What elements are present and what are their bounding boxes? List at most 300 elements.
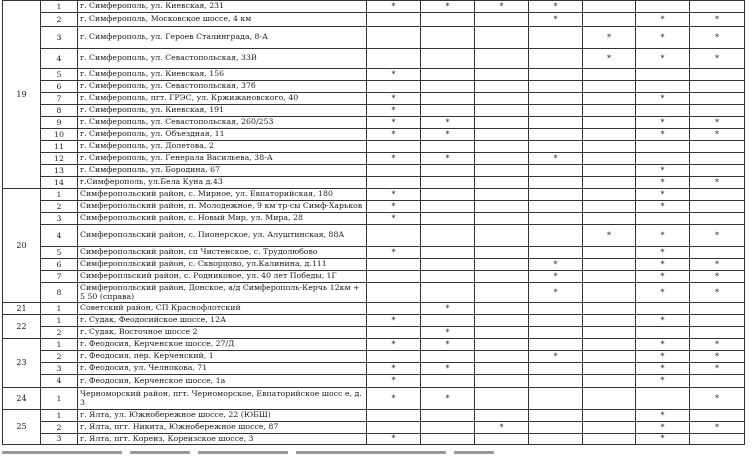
mark-cell	[367, 303, 421, 315]
row-number: 9	[41, 117, 78, 129]
mark-cell	[367, 351, 421, 363]
mark-cell	[583, 1, 636, 13]
mark-cell: *	[529, 271, 583, 283]
mark-cell: *	[636, 422, 690, 434]
mark-cell	[529, 303, 583, 315]
mark-cell	[690, 153, 745, 165]
mark-cell	[583, 434, 636, 445]
mark-cell	[690, 201, 745, 213]
mark-cell	[421, 410, 475, 422]
address-cell: Симферопольский район, сп Чистенское, с. Трудолюбово	[78, 247, 367, 259]
mark-cell: *	[636, 375, 690, 388]
mark-cell: *	[367, 105, 421, 117]
mark-cell: *	[367, 189, 421, 201]
mark-cell	[529, 189, 583, 201]
mark-cell: *	[421, 339, 475, 351]
mark-cell	[421, 93, 475, 105]
mark-cell	[529, 141, 583, 153]
mark-cell	[421, 105, 475, 117]
mark-cell: *	[529, 283, 583, 303]
mark-cell	[529, 422, 583, 434]
mark-cell	[690, 165, 745, 177]
group-number: 20	[3, 189, 41, 303]
mark-cell	[475, 247, 529, 259]
row-number: 7	[41, 271, 78, 283]
table-body	[3, 1, 745, 445]
address-cell: г. Судак, Восточное шоссе 2	[78, 327, 367, 339]
row-number: 1	[41, 339, 78, 351]
mark-cell	[583, 410, 636, 422]
mark-cell	[421, 141, 475, 153]
mark-cell	[690, 213, 745, 225]
mark-cell	[529, 201, 583, 213]
mark-cell: *	[690, 422, 745, 434]
mark-cell: *	[636, 351, 690, 363]
address-cell: г. Ялта, пгт. Никита, Южнобережное шоссе, 87	[78, 422, 367, 434]
table-row	[3, 141, 745, 153]
mark-cell: *	[636, 189, 690, 201]
mark-cell: *	[636, 27, 690, 49]
mark-cell	[475, 259, 529, 271]
address-cell: г.Симферополь, ул.Бела Куна д.43	[78, 177, 367, 189]
row-number: 2	[41, 13, 78, 27]
mark-cell	[529, 327, 583, 339]
mark-cell	[583, 201, 636, 213]
mark-cell: *	[690, 388, 745, 410]
mark-cell	[529, 410, 583, 422]
mark-cell	[529, 129, 583, 141]
mark-cell: *	[367, 375, 421, 388]
mark-cell: *	[367, 388, 421, 410]
mark-cell	[636, 213, 690, 225]
mark-cell	[421, 247, 475, 259]
mark-cell: *	[690, 363, 745, 375]
mark-cell	[421, 259, 475, 271]
mark-cell: *	[690, 129, 745, 141]
mark-cell	[583, 153, 636, 165]
mark-cell	[475, 81, 529, 93]
mark-cell	[583, 213, 636, 225]
mark-cell	[421, 189, 475, 201]
row-number: 1	[41, 303, 78, 315]
mark-cell	[529, 177, 583, 189]
mark-cell	[421, 434, 475, 445]
mark-cell	[529, 93, 583, 105]
mark-cell	[421, 27, 475, 49]
mark-cell	[475, 303, 529, 315]
mark-cell	[636, 303, 690, 315]
mark-cell	[583, 141, 636, 153]
address-cell: Черноморский район, пгт. Черноморское, Евпаторийское шосс е, д. 3	[78, 388, 367, 410]
address-cell: Симферопольский район, Донское, а/д Симферополь-Керчь 12км + 5 50 (справа)	[78, 283, 367, 303]
mark-cell	[583, 189, 636, 201]
address-cell: Симферопольский район, с. Скворцово, ул.Калинина, д.111	[78, 259, 367, 271]
group-number: 21	[3, 303, 41, 315]
table-row	[3, 49, 745, 69]
table-row	[3, 351, 745, 363]
row-number: 13	[41, 165, 78, 177]
mark-cell: *	[636, 434, 690, 445]
table-row	[3, 165, 745, 177]
mark-cell	[583, 177, 636, 189]
mark-cell	[690, 434, 745, 445]
row-number: 6	[41, 81, 78, 93]
mark-cell	[583, 339, 636, 351]
table-row	[3, 327, 745, 339]
mark-cell: *	[529, 13, 583, 27]
mark-cell: *	[367, 117, 421, 129]
address-cell: г. Симферополь, ул. Киевская, 156	[78, 69, 367, 81]
table-row	[3, 388, 745, 410]
mark-cell	[367, 271, 421, 283]
mark-cell	[529, 49, 583, 69]
mark-cell	[475, 69, 529, 81]
row-number: 1	[41, 388, 78, 410]
mark-cell	[475, 27, 529, 49]
mark-cell	[529, 105, 583, 117]
mark-cell: *	[421, 153, 475, 165]
mark-cell	[475, 410, 529, 422]
mark-cell	[421, 225, 475, 247]
mark-cell	[421, 201, 475, 213]
mark-cell	[475, 339, 529, 351]
mark-cell	[475, 363, 529, 375]
mark-cell	[583, 422, 636, 434]
mark-cell: *	[421, 363, 475, 375]
mark-cell: *	[690, 117, 745, 129]
mark-cell	[583, 259, 636, 271]
mark-cell: *	[636, 177, 690, 189]
mark-cell	[690, 69, 745, 81]
mark-cell: *	[636, 225, 690, 247]
mark-cell	[475, 225, 529, 247]
row-number: 14	[41, 177, 78, 189]
mark-cell	[529, 117, 583, 129]
mark-cell: *	[690, 13, 745, 27]
mark-cell: *	[367, 1, 421, 13]
mark-cell: *	[421, 129, 475, 141]
table-row	[3, 303, 745, 315]
table-row	[3, 201, 745, 213]
mark-cell	[529, 69, 583, 81]
mark-cell: *	[636, 259, 690, 271]
table-row	[3, 13, 745, 27]
mark-cell	[583, 283, 636, 303]
mark-cell	[529, 363, 583, 375]
mark-cell	[636, 153, 690, 165]
mark-cell	[475, 93, 529, 105]
mark-cell	[421, 165, 475, 177]
mark-cell	[475, 105, 529, 117]
table-row	[3, 271, 745, 283]
mark-cell	[636, 81, 690, 93]
address-cell: г. Симферополь, ул. Героев Сталинграда, 8-А	[78, 27, 367, 49]
mark-cell	[583, 129, 636, 141]
mark-cell	[475, 153, 529, 165]
row-number: 4	[41, 225, 78, 247]
row-number: 10	[41, 129, 78, 141]
mark-cell: *	[690, 283, 745, 303]
row-number: 7	[41, 93, 78, 105]
mark-cell	[475, 351, 529, 363]
mark-cell	[475, 49, 529, 69]
mark-cell	[421, 351, 475, 363]
mark-cell: *	[690, 271, 745, 283]
table-row	[3, 81, 745, 93]
mark-cell	[529, 339, 583, 351]
table-row	[3, 93, 745, 105]
mark-cell: *	[690, 49, 745, 69]
row-number: 5	[41, 69, 78, 81]
address-cell: г. Феодосия, ул. Челнокова, 71	[78, 363, 367, 375]
mark-cell	[367, 81, 421, 93]
mark-cell: *	[636, 315, 690, 327]
mark-cell: *	[690, 351, 745, 363]
row-number: 3	[41, 213, 78, 225]
mark-cell	[367, 165, 421, 177]
mark-cell: *	[690, 339, 745, 351]
table-row	[3, 225, 745, 247]
mark-cell	[367, 27, 421, 49]
mark-cell	[690, 141, 745, 153]
mark-cell	[636, 69, 690, 81]
mark-cell: *	[636, 49, 690, 69]
mark-cell	[636, 141, 690, 153]
address-cell: г. Симферополь, ул. Бородина, 67	[78, 165, 367, 177]
mark-cell	[529, 81, 583, 93]
mark-cell	[690, 105, 745, 117]
mark-cell	[690, 247, 745, 259]
mark-cell: *	[367, 93, 421, 105]
group-number: 24	[3, 388, 41, 410]
mark-cell: *	[636, 117, 690, 129]
mark-cell: *	[367, 213, 421, 225]
mark-cell	[421, 213, 475, 225]
address-cell: Симферопольский район, с. Пионерское, ул. Алуштинская, 88А	[78, 225, 367, 247]
mark-cell	[475, 388, 529, 410]
mark-cell	[475, 141, 529, 153]
mark-cell	[529, 388, 583, 410]
group-number: 19	[3, 1, 41, 189]
mark-cell: *	[636, 363, 690, 375]
mark-cell: *	[690, 225, 745, 247]
mark-cell	[421, 69, 475, 81]
mark-cell	[475, 177, 529, 189]
table-row	[3, 410, 745, 422]
mark-cell	[529, 247, 583, 259]
mark-cell	[367, 49, 421, 69]
mark-cell	[421, 81, 475, 93]
row-number: 12	[41, 153, 78, 165]
mark-cell	[636, 1, 690, 13]
mark-cell	[367, 141, 421, 153]
address-cell: г. Симферополь, ул. Генерала Васильева, 38-А	[78, 153, 367, 165]
mark-cell	[583, 81, 636, 93]
mark-cell: *	[690, 27, 745, 49]
row-number: 3	[41, 363, 78, 375]
table-row	[3, 339, 745, 351]
mark-cell: *	[367, 315, 421, 327]
mark-cell: *	[583, 225, 636, 247]
mark-cell	[636, 327, 690, 339]
row-number: 1	[41, 1, 78, 13]
mark-cell: *	[421, 1, 475, 13]
row-number: 4	[41, 49, 78, 69]
mark-cell: *	[636, 165, 690, 177]
address-cell: Симферопольский район, с. Новый Мир, ул. Мира, 28	[78, 213, 367, 225]
mark-cell	[583, 315, 636, 327]
address-cell: г. Симферополь, ул. Севастопольская, 260/253	[78, 117, 367, 129]
mark-cell	[475, 129, 529, 141]
mark-cell: *	[636, 129, 690, 141]
mark-cell	[690, 327, 745, 339]
row-number: 8	[41, 283, 78, 303]
mark-cell: *	[367, 153, 421, 165]
address-cell: г. Симферополь, ул. Объездная, 11	[78, 129, 367, 141]
mark-cell: *	[529, 1, 583, 13]
table-row	[3, 105, 745, 117]
row-number: 2	[41, 351, 78, 363]
mark-cell	[475, 189, 529, 201]
address-cell: г. Симферополь, ул. Киевская, 191	[78, 105, 367, 117]
mark-cell	[690, 189, 745, 201]
mark-cell	[421, 177, 475, 189]
mark-cell	[529, 375, 583, 388]
table-row	[3, 1, 745, 13]
mark-cell	[583, 327, 636, 339]
row-number: 8	[41, 105, 78, 117]
table-row	[3, 189, 745, 201]
address-cell: г. Ялта, пгт. Кореиз, Кореизское шоссе, 3	[78, 434, 367, 445]
mark-cell	[583, 13, 636, 27]
mark-cell	[475, 165, 529, 177]
address-cell: Симферопольский район, с. Мирное, ул. Евпаторийская, 180	[78, 189, 367, 201]
address-cell: Симферопольский район, п. Молодежное, 9 км тр-сы Симф-Харьков	[78, 201, 367, 213]
table-row	[3, 283, 745, 303]
mark-cell: *	[690, 177, 745, 189]
mark-cell: *	[636, 93, 690, 105]
mark-cell	[690, 81, 745, 93]
mark-cell	[367, 327, 421, 339]
mark-cell: *	[636, 201, 690, 213]
mark-cell	[690, 315, 745, 327]
row-number: 3	[41, 434, 78, 445]
mark-cell: *	[367, 363, 421, 375]
address-cell: г. Симферополь, Московское шоссе, 4 км	[78, 13, 367, 27]
address-cell: г. Симферополь, ул. Киевская, 231	[78, 1, 367, 13]
address-cell: г. Симферополь, ул. Севастопольская, 33В	[78, 49, 367, 69]
mark-cell	[421, 283, 475, 303]
mark-cell	[421, 422, 475, 434]
mark-cell: *	[367, 339, 421, 351]
mark-cell: *	[529, 259, 583, 271]
mark-cell	[583, 165, 636, 177]
address-cell: г. Феодосия, Керченское шоссе, 1а	[78, 375, 367, 388]
mark-cell	[421, 375, 475, 388]
mark-cell: *	[475, 422, 529, 434]
mark-cell	[475, 117, 529, 129]
table-row	[3, 247, 745, 259]
table-row	[3, 363, 745, 375]
mark-cell	[690, 375, 745, 388]
address-cell: Советский район, СП Краснофлотский	[78, 303, 367, 315]
row-number: 3	[41, 27, 78, 49]
mark-cell	[636, 105, 690, 117]
table-row	[3, 117, 745, 129]
address-cell: г. Симферополь, ул. Севастопольская, 37б	[78, 81, 367, 93]
stations-table	[2, 0, 745, 445]
mark-cell: *	[690, 259, 745, 271]
address-cell: г. Судак, Феодосийское шоссе, 12А	[78, 315, 367, 327]
table-row	[3, 177, 745, 189]
mark-cell	[367, 225, 421, 247]
mark-cell	[583, 93, 636, 105]
mark-cell: *	[367, 69, 421, 81]
mark-cell	[367, 283, 421, 303]
address-cell: г. Симферополь, пгт. ГРЭС, ул. Кржижановского, 40	[78, 93, 367, 105]
mark-cell: *	[636, 271, 690, 283]
table-row	[3, 259, 745, 271]
mark-cell: *	[583, 27, 636, 49]
mark-cell	[421, 271, 475, 283]
mark-cell	[636, 388, 690, 410]
mark-cell: *	[367, 434, 421, 445]
table-row	[3, 375, 745, 388]
mark-cell	[583, 303, 636, 315]
mark-cell	[583, 363, 636, 375]
mark-cell	[421, 13, 475, 27]
row-number: 1	[41, 189, 78, 201]
mark-cell: *	[583, 49, 636, 69]
mark-cell: *	[475, 1, 529, 13]
address-cell: г. Симферополь, ул. Долетова, 2	[78, 141, 367, 153]
row-number: 2	[41, 327, 78, 339]
row-number: 4	[41, 375, 78, 388]
mark-cell	[529, 434, 583, 445]
mark-cell	[583, 117, 636, 129]
mark-cell	[367, 422, 421, 434]
row-number: 2	[41, 201, 78, 213]
mark-cell: *	[636, 410, 690, 422]
mark-cell: *	[421, 388, 475, 410]
mark-cell: *	[636, 13, 690, 27]
mark-cell: *	[529, 153, 583, 165]
table-row	[3, 69, 745, 81]
mark-cell	[690, 410, 745, 422]
mark-cell	[529, 213, 583, 225]
address-cell: Симферопльский район, с. Родниковое, ул. 40 лет Победы, 1Г	[78, 271, 367, 283]
table-row	[3, 315, 745, 327]
mark-cell	[421, 315, 475, 327]
table-row	[3, 27, 745, 49]
mark-cell	[529, 165, 583, 177]
address-cell: г. Феодосия, Керченское шоссе, 27/Д	[78, 339, 367, 351]
mark-cell: *	[367, 247, 421, 259]
address-cell: г. Феодосия, пер. Керченский, 1	[78, 351, 367, 363]
group-number: 23	[3, 339, 41, 388]
mark-cell: *	[636, 247, 690, 259]
table-row	[3, 213, 745, 225]
mark-cell: *	[421, 117, 475, 129]
table-row	[3, 422, 745, 434]
row-number: 6	[41, 259, 78, 271]
row-number: 1	[41, 315, 78, 327]
mark-cell	[529, 225, 583, 247]
mark-cell	[583, 388, 636, 410]
mark-cell: *	[367, 201, 421, 213]
mark-cell: *	[529, 351, 583, 363]
mark-cell	[475, 375, 529, 388]
